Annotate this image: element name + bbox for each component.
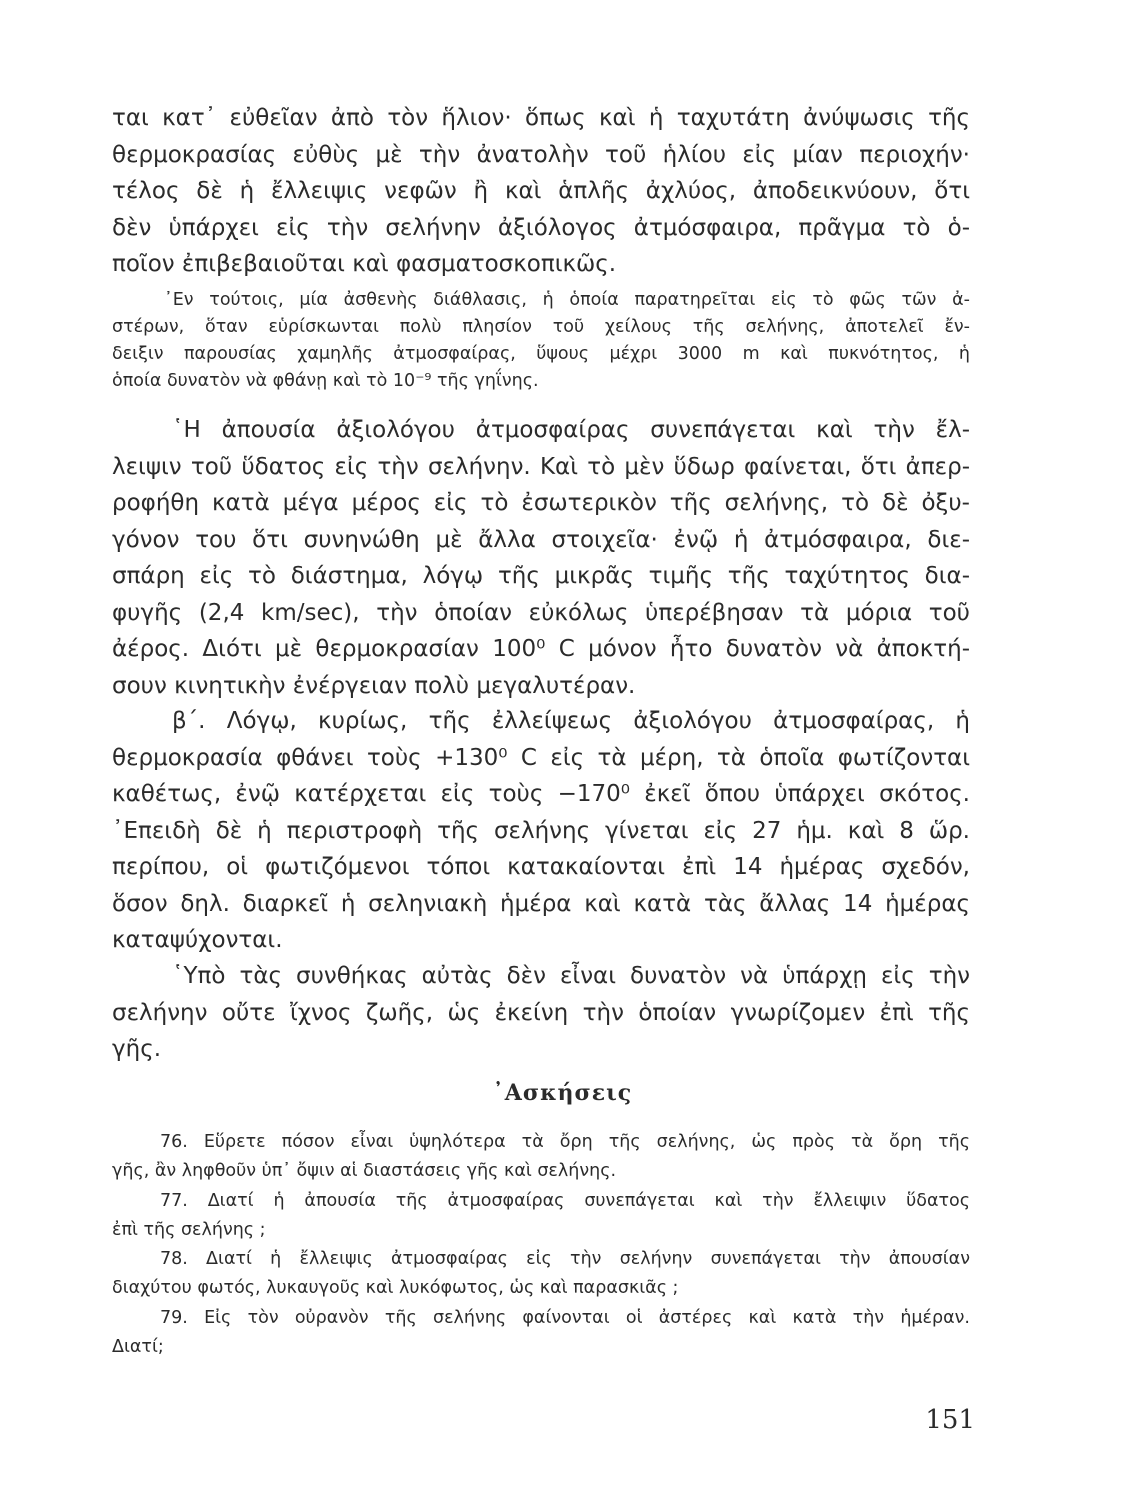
text-line: λειψιν τοῦ ὕδατος εἰς τὴν σελήνην. Καὶ τὸ μὲν ὕδωρ φαίνεται, ὅτι ἀπερ- <box>112 453 970 480</box>
text-line: γῆς. <box>112 1036 161 1062</box>
exercise-78: 78. Διατί ἡ ἔλλειψις ἀτμοσφαίρας εἰς τὴν σελήνην συνεπάγεται τὴν ἀπουσίαν <box>160 1249 970 1270</box>
exercise-76: 76. Εὕρετε πόσον εἶναι ὑψηλότερα τὰ ὄρη τῆς σελήνης, ὡς πρὸς τὰ ὄρη τῆς <box>160 1132 970 1152</box>
page-number: 151 <box>925 1405 975 1435</box>
small-print-note <box>112 287 970 395</box>
exercise-79: 79. Εἰς τὸν οὐρανὸν τῆς σελήνης φαίνονται οἱ ἀστέρες καὶ κατὰ τὴν ἡμέραν. <box>160 1307 970 1328</box>
exercise-78-cont: διαχύτου φωτός, λυκαυγοῦς καὶ λυκόφωτος, ὡς καὶ παρασκιᾶς ; <box>112 1278 679 1299</box>
text-line: ἀέρος. Διότι μὲ θερμοκρασίαν 100⁰ C μόνον ἦτο δυνατὸν νὰ ἀποκτή- <box>112 636 970 662</box>
paragraph-temperature <box>112 703 970 959</box>
text-line: καταψύχονται. <box>112 927 283 953</box>
exercise-77-cont: ἐπὶ τῆς σελήνης ; <box>112 1219 266 1240</box>
text-line: θερμοκρασία φθάνει τοὺς +130⁰ C εἰς τὰ μέρη, τὰ ὁποῖα φωτίζονται <box>112 744 970 771</box>
text-line: ῾Υπὸ τὰς συνθήκας αὐτὰς δὲν εἶναι δυνατὸν νὰ ὑπάρχῃ εἰς τὴν <box>172 963 970 989</box>
text-line: σπάρη εἰς τὸ διάστημα, λόγῳ τῆς μικρᾶς τιμῆς τῆς ταχύτητος δια- <box>112 563 970 589</box>
exercise-79-cont: Διατί; <box>112 1337 164 1358</box>
text-line: ὅσον δηλ. διαρκεῖ ἡ σεληνιακὴ ἡμέρα καὶ κατὰ τὰς ἄλλας 14 ἡμέρας <box>112 890 970 917</box>
text-line: περίπου, οἱ φωτιζόμενοι τόποι κατακαίονται ἐπὶ 14 ἡμέρας σχεδόν, <box>112 854 970 880</box>
text-line: σελήνην οὔτε ἴχνος ζωῆς, ὡς ἐκείνη τὴν ὁποίαν γνωρίζομεν ἐπὶ τῆς <box>112 999 970 1026</box>
note-line: ᾽Εν τούτοις, μία ἀσθενὴς διάθλασις, ἡ ὁποία παρατηρεῖται εἰς τὸ φῶς τῶν ἀ- <box>164 290 970 310</box>
text-line: ῾Η ἀπουσία ἀξιολόγου ἀτμοσφαίρας συνεπάγεται καὶ τὴν ἔλ- <box>172 417 970 443</box>
text-line: καθέτως, ἐνῷ κατέρχεται εἰς τοὺς −170⁰ ἐκεῖ ὅπου ὑπάρχει σκότος. <box>112 781 970 807</box>
note-line: στέρων, ὅταν εὑρίσκωνται πολὺ πλησίον τοῦ χείλους τῆς σελήνης, ἀποτελεῖ ἔν- <box>112 317 970 337</box>
note-line: ὁποία δυνατὸν νὰ φθάνῃ καὶ τὸ 10⁻⁹ τῆς γηΐνης. <box>112 371 539 391</box>
text-line: ται κατ᾽ εὐθεῖαν ἀπὸ τὸν ἥλιον· ὅπως καὶ ἡ ταχυτάτη ἀνύψωσις τῆς <box>112 105 970 131</box>
text-line: β΄. Λόγῳ, κυρίως, τῆς ἐλλείψεως ἀξιολόγου ἀτμοσφαίρας, ἡ <box>172 708 970 734</box>
text-line: σουν κινητικὴν ἐνέργειαν πολὺ μεγαλυτέραν. <box>112 672 636 699</box>
text-line: τέλος δὲ ἡ ἔλλειψις νεφῶν ἢ καὶ ἁπλῆς ἀχλύος, ἀποδεικνύουν, ὅτι <box>112 178 970 204</box>
exercises-heading: ᾽Ασκήσεις <box>492 1080 633 1106</box>
text-line: ᾽Επειδὴ δὲ ἡ περιστροφὴ τῆς σελήνης γίνεται εἰς 27 ἡμ. καὶ 8 ὥρ. <box>112 817 970 844</box>
exercise-76-cont: γῆς, ἂν ληφθοῦν ὑπ᾽ ὄψιν αἱ διαστάσεις γῆς καὶ σελήνης. <box>112 1161 617 1182</box>
text-line: ποῖον ἐπιβεβαιοῦται καὶ φασματοσκοπικῶς. <box>112 251 617 277</box>
exercise-77: 77. Διατί ἡ ἀπουσία τῆς ἀτμοσφαίρας συνεπάγεται καὶ τὴν ἔλλειψιν ὕδατος <box>160 1190 970 1211</box>
text-line: φυγῆς (2,4 km/sec), τὴν ὁποίαν εὐκόλως ὑπερέβησαν τὰ μόρια τοῦ <box>112 599 970 626</box>
paragraph-no-life <box>112 958 970 1068</box>
paragraph-atmosphere-evidence <box>112 100 970 283</box>
text-line: θερμοκρασίας εὐθὺς μὲ τὴν ἀνατολὴν τοῦ ἡλίου εἰς μίαν περιοχήν· <box>112 141 970 168</box>
text-line: γόνον του ὅτι συνηνώθη μὲ ἄλλα στοιχεῖα· ἐνῷ ἡ ἀτμόσφαιρα, διε- <box>112 526 970 553</box>
text-line: δὲν ὑπάρχει εἰς τὴν σελήνην ἀξιόλογος ἀτμόσφαιρα, πρᾶγμα τὸ ὁ- <box>112 214 970 241</box>
text-line: ροφήθη κατὰ μέγα μέρος εἰς τὸ ἐσωτερικὸν τῆς σελήνης, τὸ δὲ ὀξυ- <box>112 490 970 516</box>
paragraph-absence-of-water <box>112 412 970 704</box>
exercises-list <box>112 1128 970 1362</box>
note-line: δειξιν παρουσίας χαμηλῆς ἀτμοσφαίρας, ὕψους μέχρι 3000 m καὶ πυκνότητος, ἡ <box>112 344 970 364</box>
